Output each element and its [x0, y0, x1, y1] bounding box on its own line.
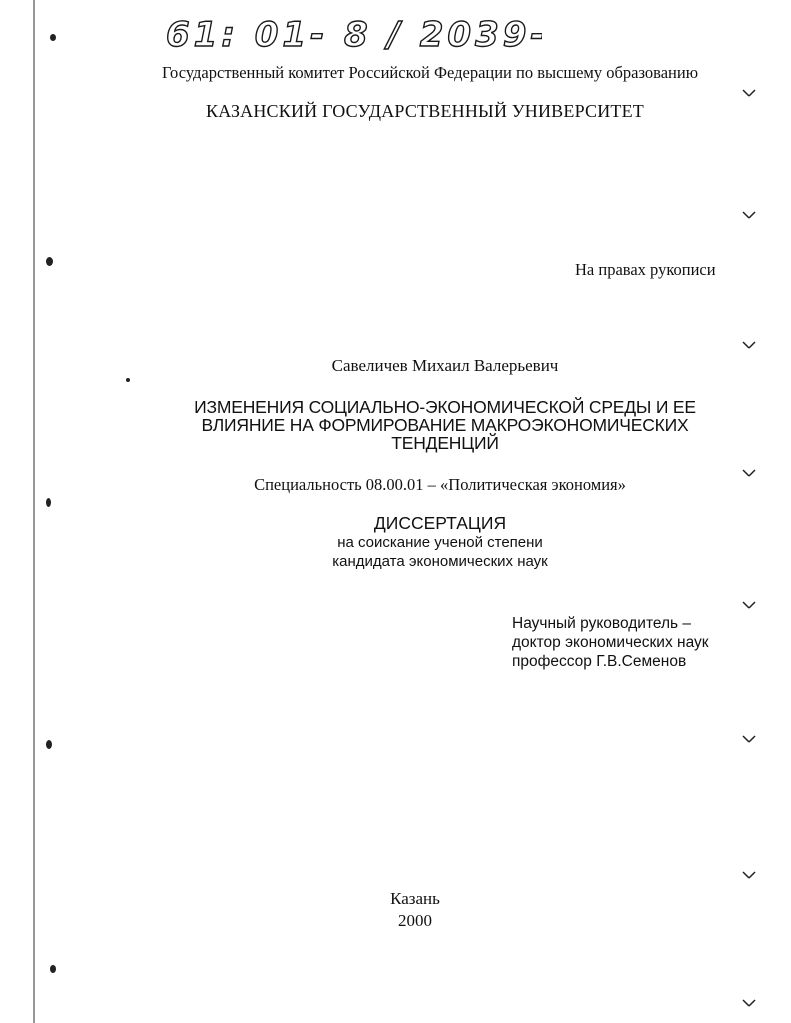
dissertation-title [175, 398, 715, 452]
scan-speck [46, 257, 53, 266]
degree-line: на соискание ученой степени [337, 534, 543, 551]
committee-name: Государственный комитет Российской Федерации по высшему образованию [161, 63, 699, 82]
binder-ring-mark [741, 998, 757, 1010]
binder-ring-mark [741, 88, 757, 100]
binder-ring-mark [741, 340, 757, 352]
city: Казань [390, 889, 440, 908]
author-name: Савеличев Михаил Валерьевич [331, 356, 559, 375]
year: 2000 [398, 911, 432, 930]
binder-ring-mark [741, 210, 757, 222]
scan-speck [126, 378, 130, 382]
specialty-line: Специальность 08.00.01 – «Политическая экономия» [254, 475, 626, 494]
advisor-line: Научный руководитель – [512, 615, 692, 632]
title-line: ВЛИЯНИЕ НА ФОРМИРОВАНИЕ МАКРОЭКОНОМИЧЕСКИХ [201, 415, 689, 435]
binder-ring-mark [741, 468, 757, 480]
scan-speck [46, 498, 51, 507]
place-and-year [360, 888, 470, 932]
manuscript-rights-note: На правах рукописи [575, 260, 716, 279]
handwritten-library-code [162, 8, 542, 58]
degree-line: кандидата экономических наук [332, 553, 548, 570]
binder-ring-mark [741, 600, 757, 612]
title-line: ИЗМЕНЕНИЯ СОЦИАЛЬНО-ЭКОНОМИЧЕСКОЙ СРЕДЫ И ЕЕ [194, 397, 696, 417]
dissertation-heading: ДИССЕРТАЦИЯ [373, 513, 507, 533]
scan-speck [50, 34, 56, 41]
binding-edge-line [33, 0, 35, 1023]
advisor-block [512, 614, 709, 671]
degree-block [230, 513, 650, 571]
advisor-line: профессор Г.В.Семенов [512, 653, 687, 670]
binder-ring-mark [741, 870, 757, 882]
scan-speck [50, 965, 56, 973]
scan-speck [46, 740, 52, 749]
title-line: ТЕНДЕНЦИЙ [391, 433, 499, 453]
handwritten-code-text: 61: 01- 8 / 2039-1 [166, 15, 542, 55]
university-name: КАЗАНСКИЙ ГОСУДАРСТВЕННЫЙ УНИВЕРСИТЕТ [205, 101, 645, 121]
binder-ring-mark [741, 734, 757, 746]
advisor-line: доктор экономических наук [512, 634, 709, 651]
